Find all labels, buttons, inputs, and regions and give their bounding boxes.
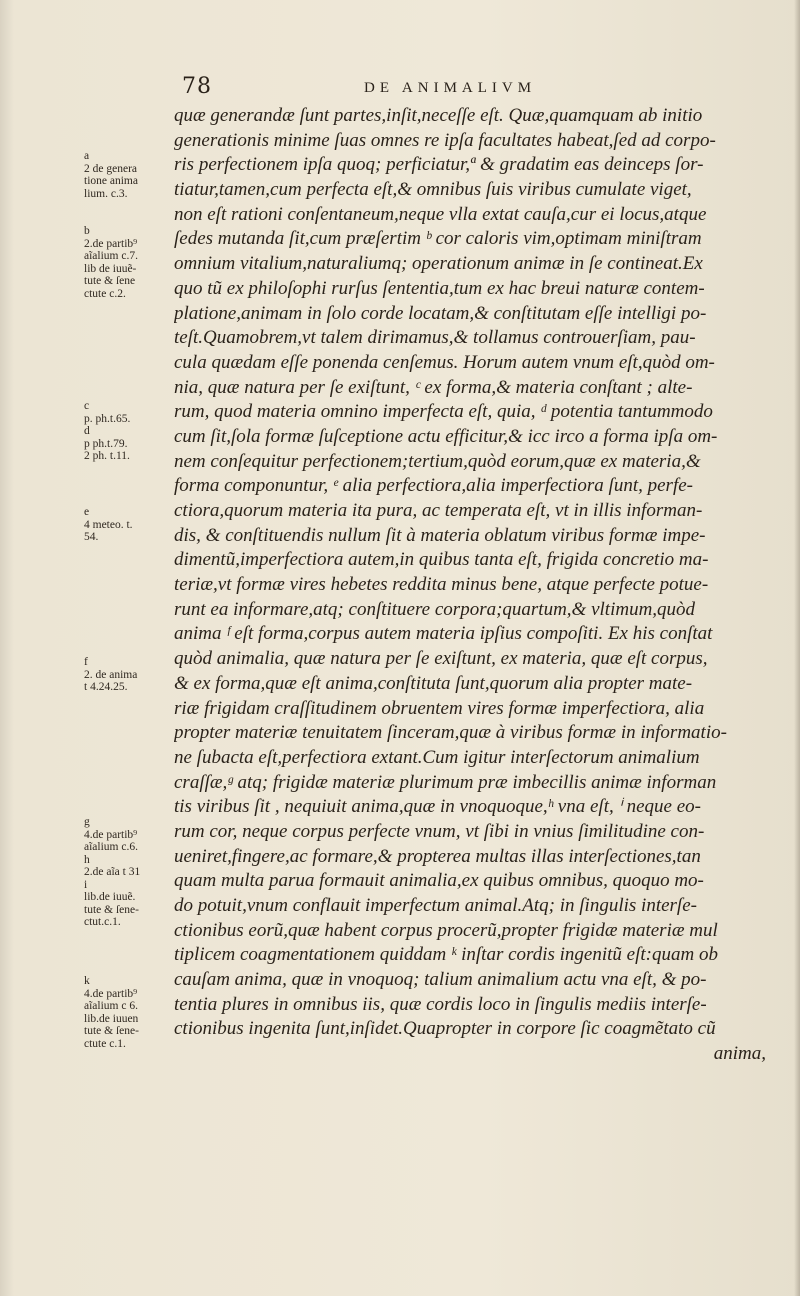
text-line: anima ᶠ eſt forma,corpus autem materia ipſius compoſiti. Ex his conſtat bbox=[174, 623, 713, 645]
text-line: propter materiæ tenuitatem ſinceram,quæ à viribus formæ in informatio- bbox=[174, 722, 727, 744]
text-line: dis, & conſtituendis nullum ſit à materia oblatum viribus formæ impe- bbox=[174, 524, 706, 546]
text-line: teſt.Quamobrem,vt talem dirimamus,& tollamus controuerſiam, pau- bbox=[174, 327, 696, 349]
margin-note-line: d bbox=[84, 425, 90, 437]
text-line: tis viribus ſit , nequiuit anima,quæ in vnoquoque,ʰ vna eſt, ⁱ neque eo- bbox=[174, 796, 701, 818]
text-line: forma componuntur, ᵉ alia perfectiora,alia imperfectiora ſunt, perfe- bbox=[174, 475, 693, 497]
margin-note-e bbox=[84, 506, 170, 544]
margin-note-line: tute & ſene- bbox=[84, 903, 139, 916]
text-line: quòd animalia, quæ natura per ſe exiſtunt, ex materia, quæ eſt corpus, bbox=[174, 648, 708, 670]
margin-note-line: tute & ſene- bbox=[84, 1025, 139, 1037]
page-edge-shadow bbox=[794, 0, 800, 1296]
text-line: tiatur,tamen,cum perfecta eſt,& omnibus ſuis viribus cumulate viget, bbox=[174, 179, 692, 201]
margin-note-line: 54. bbox=[84, 531, 99, 543]
text-line: non eſt rationi conſentaneum,neque vlla extat cauſa,cur ei locus,atque bbox=[174, 203, 707, 225]
margin-note-line: 2 de genera bbox=[84, 162, 137, 175]
margin-note-line: t 4.24.25. bbox=[84, 681, 128, 693]
margin-note-b bbox=[84, 225, 170, 300]
text-line: quam multa parua formauit animalia,ex quibus omnibus, quoquo mo- bbox=[174, 870, 704, 892]
text-line: rum, quod materia omnino imperfecta eſt, quia, ᵈ potentia tantummodo bbox=[174, 401, 713, 423]
margin-note-line: lib.de iuuen bbox=[84, 1012, 139, 1025]
margin-note-line: p ph.t.79. bbox=[84, 437, 128, 450]
text-line: generationis minime ſuas omnes re ipſa facultates habeat,ſed ad corpo- bbox=[174, 129, 716, 151]
text-line: runt ea informare,atq; conſtituere corpora;quartum,& vltimum,quòd bbox=[174, 598, 696, 620]
margin-note-line: ctute c.1. bbox=[84, 1037, 126, 1050]
text-line: nem conſequitur perfectionem;tertium,quòd eorum,quæ ex materia,& bbox=[174, 450, 701, 472]
margin-note-line: p. ph.t.65. bbox=[84, 412, 131, 425]
margin-note-line: lium. c.3. bbox=[84, 187, 128, 200]
text-line: tiplicem coagmentationem quiddam ᵏ inſtar cordis ingenitũ eſt:quam ob bbox=[174, 944, 718, 966]
margin-note-line: aĩalium c.7. bbox=[84, 250, 138, 262]
margin-note-line: b bbox=[84, 225, 90, 237]
text-line: anima, bbox=[713, 1043, 766, 1065]
text-line: ſedes mutanda ſit,cum præſertim ᵇ cor caloris vim,optimam miniſtram bbox=[174, 228, 702, 250]
text-line: do potuit,vnum conflauit imperfectum animal.Atq; in ſingulis interſe- bbox=[174, 895, 697, 916]
margin-note-line: ctute c.2. bbox=[84, 287, 126, 300]
text-line: nia, quæ natura per ſe exiſtunt, ᶜ ex forma,& materia conſtant ; alte- bbox=[174, 376, 693, 398]
page-number: 78 bbox=[182, 74, 212, 99]
margin-note-line: lib de iuuẽ- bbox=[84, 262, 137, 275]
text-line: cauſam anima, quæ in vnoquoq; talium animalium actu vna eſt, & po- bbox=[174, 969, 707, 991]
text-line: ris perfectionem ipſa quoq; perficiatur,ª & gradatim eas deinceps ſor- bbox=[174, 154, 704, 176]
text-line: tentia plures in omnibus iis, quæ cordis loco in ſingulis mediis interſe- bbox=[174, 993, 707, 1015]
text-line: riæ frigidam craſſitudinem obruentem vires formæ imperfectiora, alia bbox=[174, 697, 705, 719]
margin-note-line: f bbox=[84, 656, 88, 668]
text-line: cula quædam eſſe ponenda cenſemus. Horum autem vnum eſt,quòd om- bbox=[174, 351, 715, 373]
margin-note-line: aĩalium c.6. bbox=[84, 841, 138, 853]
text-line: craſſæ,ᵍ atq; frigidæ materiæ plurimum præ imbecillis animæ informan bbox=[174, 771, 717, 793]
margin-note-line: 4 meteo. t. bbox=[84, 518, 133, 531]
text-line: cum ſit,ſola formæ ſuſceptione actu efficitur,& icc irco a forma ipſa om- bbox=[174, 425, 718, 447]
margin-note-line: 2. de anima bbox=[84, 668, 138, 681]
margin-note-line: 4.de partib⁹ bbox=[84, 828, 138, 841]
text-line: platione,animam in ſolo corde locatam,& conſtitutam eſſe intelligi po- bbox=[174, 302, 707, 324]
text-line: teriæ,vt formæ vires hebetes reddita minus bene, atque perfecte potue- bbox=[174, 574, 709, 596]
margin-note-line: lib.de iuuẽ. bbox=[84, 891, 136, 903]
margin-note-line: e bbox=[84, 506, 90, 518]
margin-note-g-h-i bbox=[84, 816, 170, 929]
margin-note-line: aĩalium c 6. bbox=[84, 1000, 138, 1012]
text-line: rum cor, neque corpus perfecte vnum, vt ſibi in vnius ſimilitudine con- bbox=[174, 820, 705, 842]
margin-note-f bbox=[84, 656, 170, 694]
margin-note-line: tione anima bbox=[84, 175, 138, 187]
margin-note-line: i bbox=[84, 878, 88, 891]
page-header bbox=[178, 74, 788, 104]
margin-note-line: h bbox=[84, 853, 90, 866]
margin-note-line: c bbox=[84, 400, 90, 412]
margin-note-line: 2.de aĩa t 31 bbox=[84, 866, 141, 878]
margin-note-line: k bbox=[84, 975, 90, 987]
text-line: ctionibus eorũ,quæ habent corpus procerũ,propter frigidæ materiæ mul bbox=[174, 919, 718, 941]
text-line: quæ generandæ ſunt partes,inſit,neceſſe eſt. Quæ,quamquam ab initio bbox=[174, 105, 703, 126]
text-line: ctionibus ingenita ſunt,inſidet.Quapropter in corpore ſic coagmẽtato cũ bbox=[174, 1018, 716, 1040]
body-text bbox=[174, 104, 792, 1067]
margin-note-c-d bbox=[84, 400, 170, 463]
margin-note-a bbox=[84, 150, 170, 200]
text-line: ctiora,quorum materia ita pura, ac temperata eſt, vt in illis informan- bbox=[174, 500, 703, 521]
margin-note-line: tute & ſene bbox=[84, 275, 136, 287]
text-line: ne ſubacta eſt,perfectiora extant.Cum igitur interſectorum animalium bbox=[174, 746, 700, 768]
margin-note-line: 2 ph. t.11. bbox=[84, 450, 130, 462]
text-line: dimentũ,imperfectiora autem,in quibus tanta eſt, frigida concretio ma- bbox=[174, 549, 709, 571]
margin-note-line: 2.de partib⁹ bbox=[84, 237, 138, 250]
margin-note-line: ctut.c.1. bbox=[84, 916, 121, 928]
text-line: omnium vitalium,naturaliumq; operationum animæ in ſe contineat.Ex bbox=[174, 253, 703, 275]
text-line: & ex forma,quæ eſt anima,conſtituta ſunt,quorum alia propter mate- bbox=[174, 672, 693, 694]
text-line: ueniret,fingere,ac formare,& propterea multas illas interſectiones,tan bbox=[174, 845, 701, 867]
margin-note-line: 4.de partib⁹ bbox=[84, 987, 138, 1000]
running-title: DE ANIMALIVM bbox=[364, 80, 537, 96]
text-line: quo tũ ex philoſophi rurſus ſententia,tum ex hac breui naturæ contem- bbox=[174, 277, 705, 299]
margin-note-line: a bbox=[84, 150, 90, 162]
margin-note-k bbox=[84, 975, 170, 1050]
margin-note-line: g bbox=[84, 816, 90, 828]
